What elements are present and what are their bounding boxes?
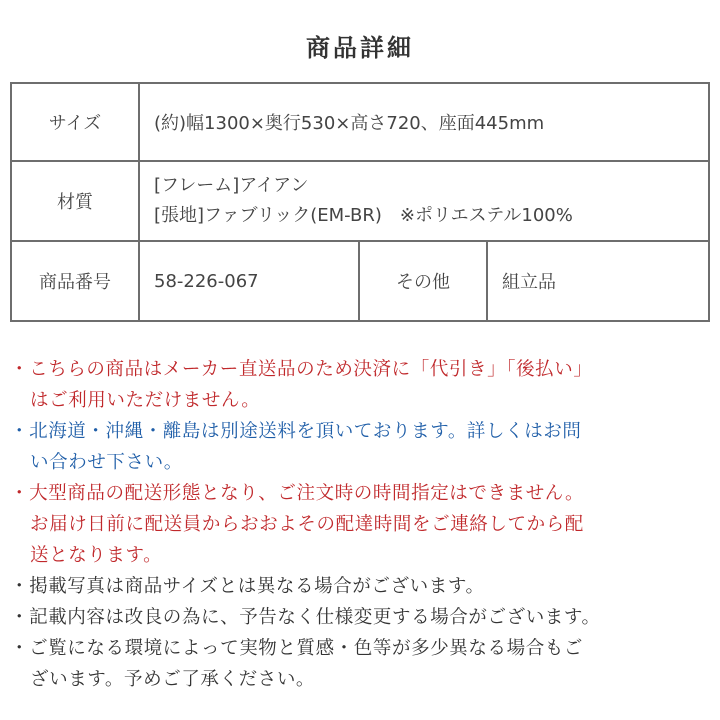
note-shipping-fee [10,416,715,478]
material-line-fabric: [張地]ファブリック(EM-BR) ※ポリエステル100% [154,205,573,226]
note-spec-change [10,602,715,633]
notes-list [10,354,715,695]
note-line: お届け日前に配送員からおおよその配達時間をご連絡してから配 [30,514,584,535]
material-label: 材質 [11,161,139,241]
product-no-label: 商品番号 [11,241,139,321]
spec-row-material [11,161,709,241]
note-line: ・掲載写真は商品サイズとは異なる場合がございます。 [10,576,485,597]
note-line: はご利用いただけません。 [30,390,261,411]
note-payment [10,354,715,416]
note-display-env [10,633,715,695]
note-delivery-time [10,478,715,571]
note-line: 送となります。 [30,545,163,566]
material-value [139,161,709,241]
spec-table [10,82,710,322]
spec-row-product [11,241,709,321]
other-label: その他 [359,241,487,321]
note-line: ・北海道・沖縄・離島は別途送料を頂いております。詳しくはお問 [10,421,582,442]
material-line-frame: [フレーム]アイアン [154,175,309,196]
page-title: 商品詳細 [306,34,414,62]
product-no-value: 58-226-067 [139,241,359,321]
note-photo [10,571,715,602]
note-line: ・こちらの商品はメーカー直送品のため決済に「代引き」「後払い」 [10,359,593,380]
note-line: ・ご覧になる環境によって実物と質感・色等が多少異なる場合もご [10,638,584,659]
note-line: ざいます。予めご了承ください。 [30,669,316,690]
note-line: ・記載内容は改良の為に、予告なく仕様変更する場合がございます。 [10,607,601,628]
size-label: サイズ [11,83,139,161]
other-value: 組立品 [487,241,709,321]
note-line: い合わせ下さい。 [30,452,183,473]
size-value: (約)幅1300×奥行530×高さ720、座面445mm [139,83,709,161]
note-line: ・大型商品の配送形態となり、ご注文時の時間指定はできません。 [10,483,585,504]
spec-row-size [11,83,709,161]
